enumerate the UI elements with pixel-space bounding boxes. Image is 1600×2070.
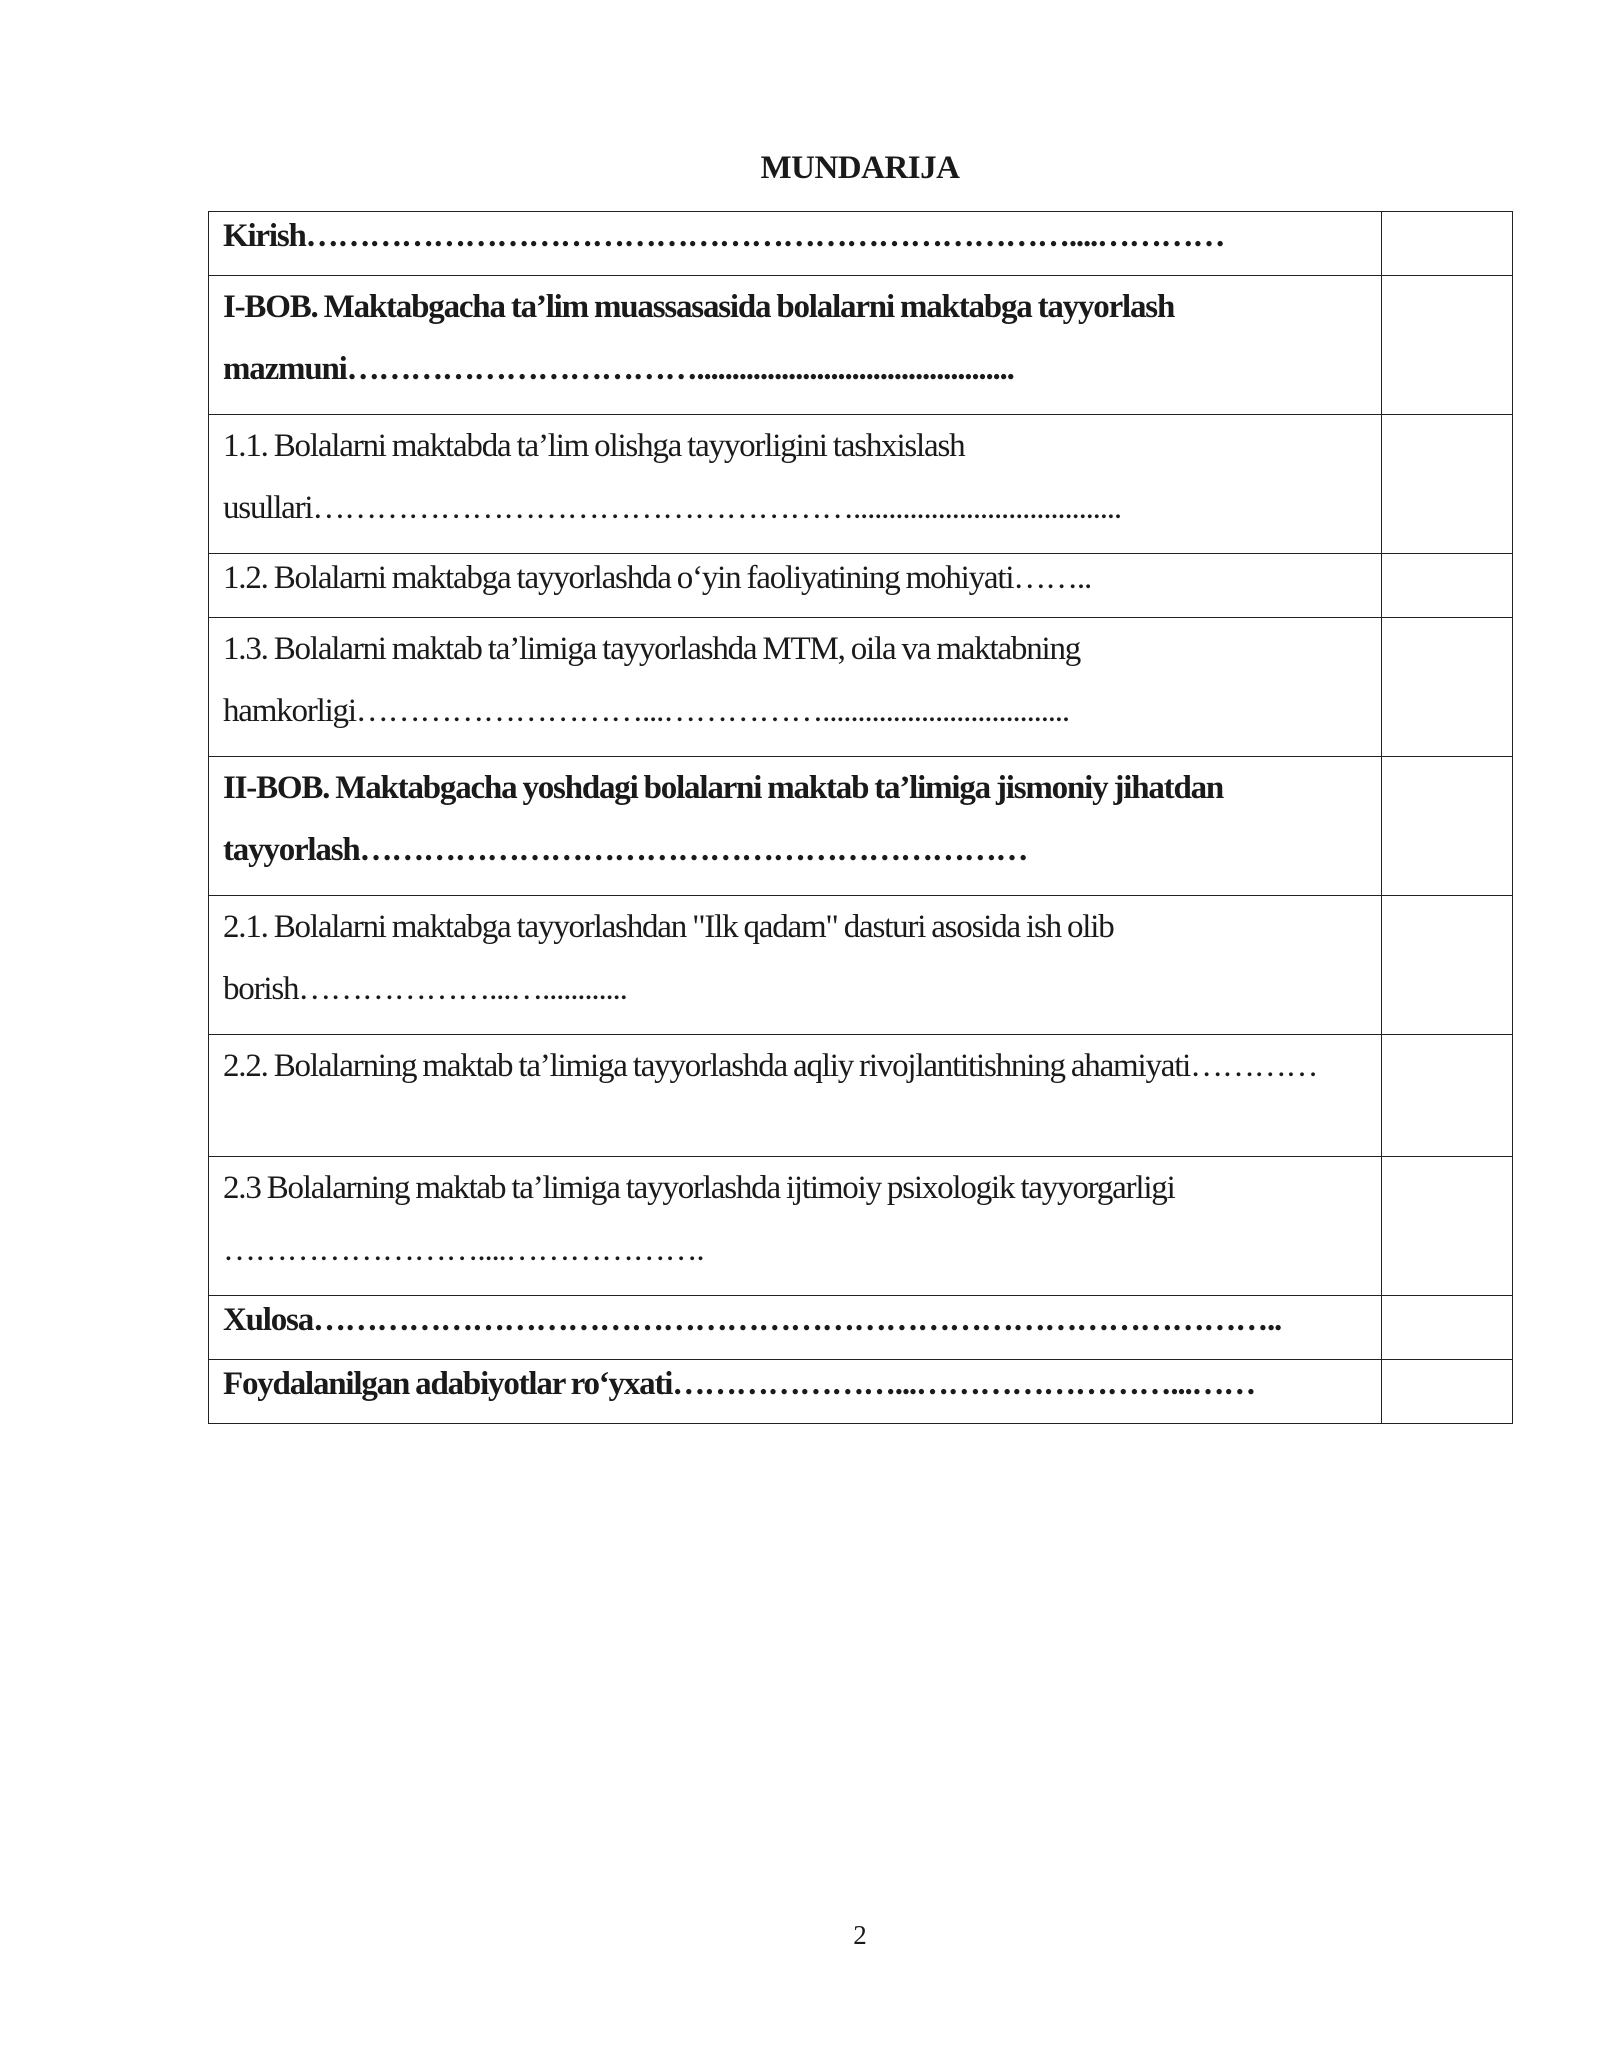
toc-row-section-2-1 [209, 896, 1513, 1035]
toc-entry-title: 1.1. Bolalarni maktabda ta’lim olishga tayyorligini tashxislash usullari……………………………………………...................................... [209, 415, 1382, 554]
toc-entry-page [1382, 554, 1513, 618]
toc-entry-title: Foydalanilgan adabiyotlar ro‘yxati…………………...……………………...…… [209, 1360, 1382, 1424]
table-of-contents [208, 211, 1513, 1424]
toc-entry-page [1382, 276, 1513, 415]
toc-row-section-2-3 [209, 1157, 1513, 1296]
toc-row-references [209, 1360, 1513, 1424]
toc-entry-page [1382, 618, 1513, 757]
page-number: 2 [853, 1920, 867, 1950]
toc-entry-title: Xulosa……………………………………………………………………………….. [209, 1296, 1382, 1360]
toc-row-section-1-3 [209, 618, 1513, 757]
toc-entry-title: 2.3 Bolalarning maktab ta’limiga tayyorlashda ijtimoiy psixologik tayyorgarligi ……………………....………………. [209, 1157, 1382, 1296]
page-title: MUNDARIJA [760, 150, 960, 186]
toc-entry-page [1382, 896, 1513, 1035]
toc-entry-page [1382, 1157, 1513, 1296]
toc-entry-page [1382, 1360, 1513, 1424]
toc-entry-title: 2.1. Bolalarni maktabga tayyorlashdan "Ilk qadam" dasturi asosida ish olib borish………………...…............ [209, 896, 1382, 1035]
toc-row-section-1-2 [209, 554, 1513, 618]
toc-entry-page [1382, 1035, 1513, 1157]
toc-entry-title: 1.3. Bolalarni maktab ta’limiga tayyorlashda MTM, oila va maktabning hamkorligi………………………...……………................................... [209, 618, 1382, 757]
toc-entry-page [1382, 757, 1513, 896]
toc-row-introduction [209, 212, 1513, 276]
toc-row-chapter-1 [209, 276, 1513, 415]
toc-entry-title: II-BOB. Maktabgacha yoshdagi bolalarni maktab ta’limiga jismoniy jihatdan tayyorlash……………………………………………………… [209, 757, 1382, 896]
toc-row-section-2-2 [209, 1035, 1513, 1157]
toc-row-conclusion [209, 1296, 1513, 1360]
toc-entry-title: 2.2. Bolalarning maktab ta’limiga tayyorlashda aqliy rivojlantitishning ahamiyati………… [209, 1035, 1382, 1157]
toc-entry-page [1382, 415, 1513, 554]
toc-entry-page [1382, 212, 1513, 276]
toc-entry-title: I-BOB. Maktabgacha ta’lim muassasasida bolalarni maktabga tayyorlash mazmuni……………………………............................................. [209, 276, 1382, 415]
toc-entry-title: 1.2. Bolalarni maktabga tayyorlashda o‘yin faoliyatining mohiyati…….. [209, 554, 1382, 618]
toc-entry-page [1382, 1296, 1513, 1360]
toc-row-section-1-1 [209, 415, 1513, 554]
toc-row-chapter-2 [209, 757, 1513, 896]
toc-entry-title: Kirish………………………………………………………………....………… [209, 212, 1382, 276]
